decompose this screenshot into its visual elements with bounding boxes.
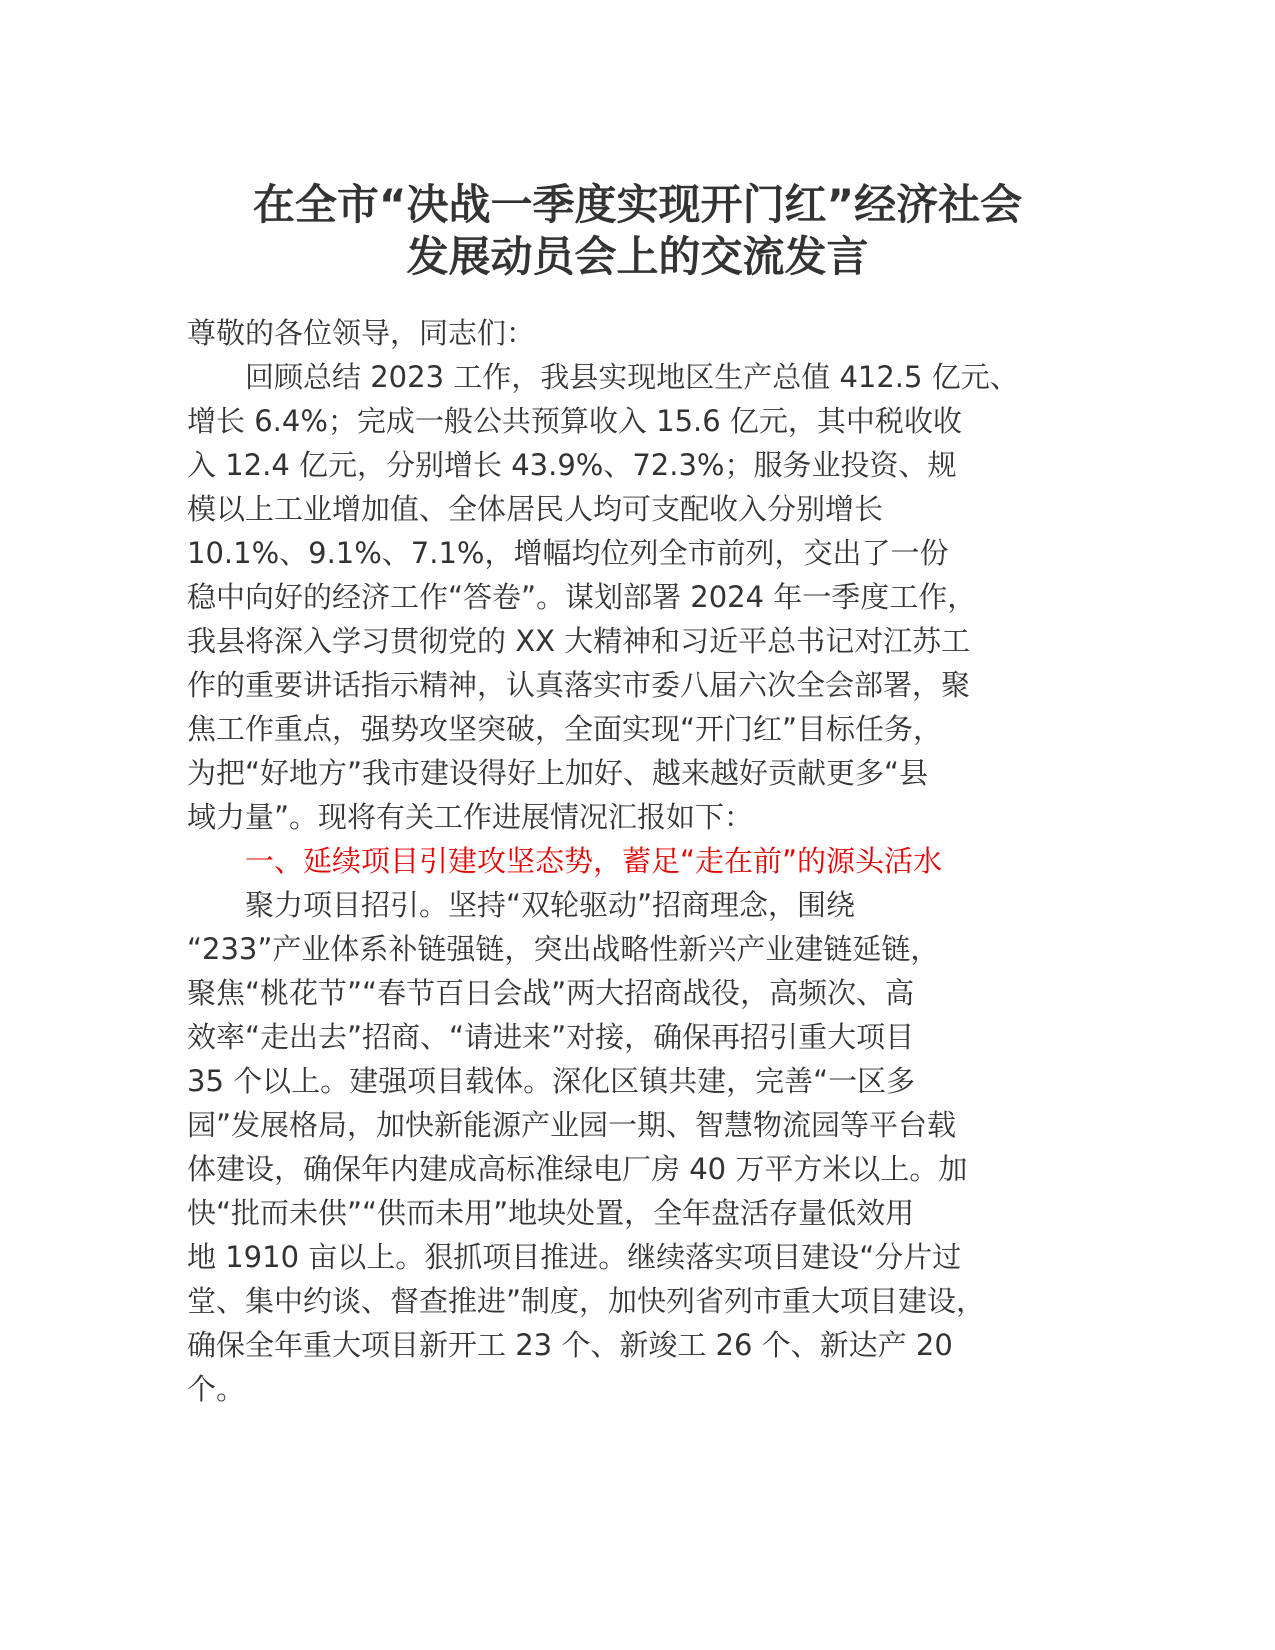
paragraph-line: 堂、集中约谈、督查推进”制度，加快列省列市重大项目建设， [187,1284,986,1318]
document-title-line-2: 发展动员会上的交流发言 [406,232,869,281]
document-title-line-1: 在全市“决战一季度实现开门红”经济社会 [252,180,1023,229]
paragraph-line: 园”发展格局，加快新能源产业园一期、智慧物流园等平台载 [187,1108,957,1142]
paragraph-line: 效率“走出去”招商、“请进来”对接，确保再招引重大项目 [187,1020,915,1054]
paragraph-line: 快“批而未供”“供而未用”地块处置，全年盘活存量低效用 [187,1196,915,1230]
paragraph-line: 地 1910 亩以上。狠抓项目推进。继续落实项目建设“分片过 [187,1240,962,1274]
paragraph-line: 我县将深入学习贯彻党的 XX 大精神和习近平总书记对江苏工 [187,624,971,658]
salutation: 尊敬的各位领导，同志们： [187,316,536,350]
paragraph-line: 稳中向好的经济工作“答卷”。谋划部署 2024 年一季度工作， [187,580,977,614]
paragraph-line: 聚焦“桃花节”“春节百日会战”两大招商战役，高频次、高 [187,976,915,1010]
paragraph-line: 35 个以上。建强项目载体。深化区镇共建，完善“一区多 [187,1064,916,1098]
paragraph-line: 聚力项目招引。坚持“双轮驱动”招商理念，围绕 [187,888,856,922]
paragraph-line: 10.1%、9.1%、7.1%，增幅均位列全市前列，交出了一份 [187,536,949,570]
paragraph-line: 增长 6.4%；完成一般公共预算收入 15.6 亿元，其中税收收 [187,404,962,438]
paragraph-line: 体建设，确保年内建成高标准绿电厂房 40 万平方米以上。加 [187,1152,968,1186]
paragraph-line: 模以上工业增加值、全体居民人均可支配收入分别增长 [187,492,884,526]
paragraph-line: 确保全年重大项目新开工 23 个、新竣工 26 个、新达产 20 [187,1328,953,1362]
paragraph-line: 作的重要讲话指示精神，认真落实市委八届六次全会部署，聚 [187,668,971,702]
paragraph-line: 回顾总结 2023 工作，我县实现地区生产总值 412.5 亿元、 [187,360,1019,394]
paragraph-line: 入 12.4 亿元，分别增长 43.9%、72.3%；服务业投资、规 [187,448,957,482]
paragraph-line: 为把“好地方”我市建设得好上加好、越来越好贡献更多“县 [187,756,929,790]
paragraph-line: 个。 [187,1372,246,1406]
paragraph-line: 焦工作重点，强势攻坚突破，全面实现“开门红”目标任务， [187,712,943,746]
paragraph-line: “233”产业体系补链强链，突出战略性新兴产业建链延链， [187,932,940,966]
paragraph-line: 域力量”。现将有关工作进展情况汇报如下： [187,800,754,834]
section-heading: 一、延续项目引建攻坚态势，蓄足“走在前”的源头活水 [187,844,943,878]
